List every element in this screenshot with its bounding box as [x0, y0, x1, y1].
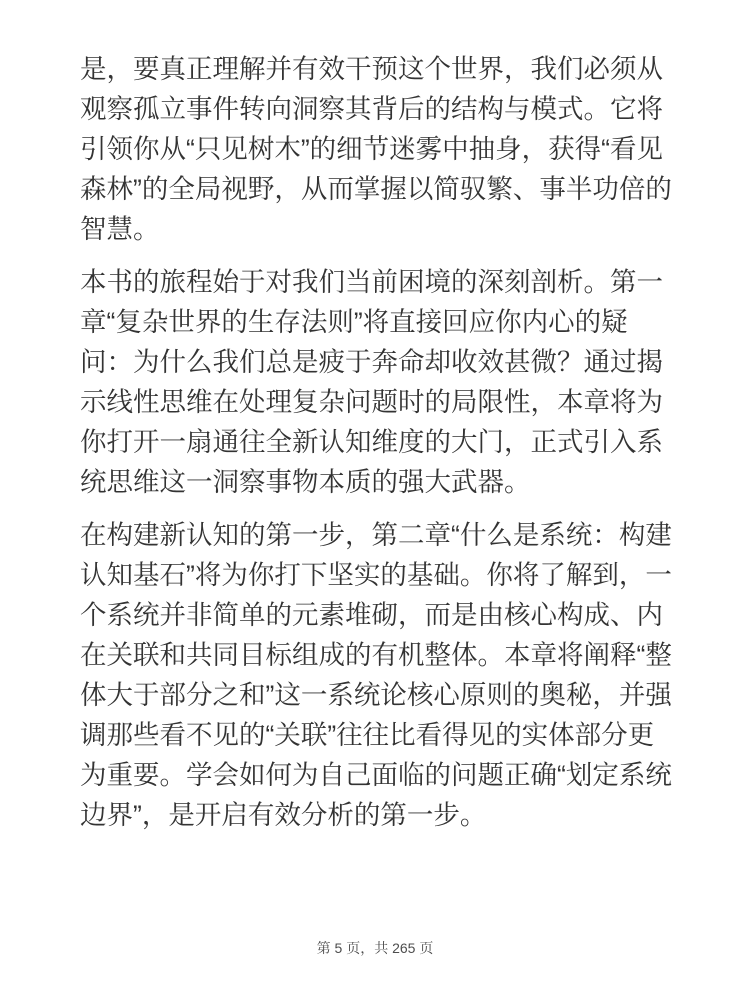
page-footer [0, 939, 750, 957]
body-paragraph: 是，要真正理解并有效干预这个世界，我们必须从观察孤立事件转向洞察其背后的结构与模式。它将引领你从“只见树木”的细节迷雾中抽身，获得“看见森林”的全局视野，从而掌握以简驭繁、事半功倍的智慧。 [80, 54, 672, 244]
body-paragraph: 在构建新认知的第一步，第二章“什么是系统：构建认知基石”将为你打下坚实的基础。你将了解到，一个系统并非简单的元素堆砌，而是由核心构成、内在关联和共同目标组成的有机整体。本章将阐释“整体大于部分之和”这一系统论核心原则的奥秘，并强调那些看不见的“关联”往往比看得见的实体部分更为重要。学会如何为自己面临的问题正确“划定系统边界”，是开启有效分析的第一步。 [80, 520, 672, 830]
page-content [80, 49, 672, 848]
body-paragraph: 本书的旅程始于对我们当前困境的深刻剖析。第一章“复杂世界的生存法则”将直接回应你内心的疑问：为什么我们总是疲于奔命却收效甚微？通过揭示线性思维在处理复杂问题时的局限性，本章将为你打开一扇通往全新认知维度的大门，正式引入系统思维这一洞察事物本质的强大武器。 [80, 267, 663, 497]
page-indicator: 第 5 页，共 265 页 [316, 940, 434, 956]
